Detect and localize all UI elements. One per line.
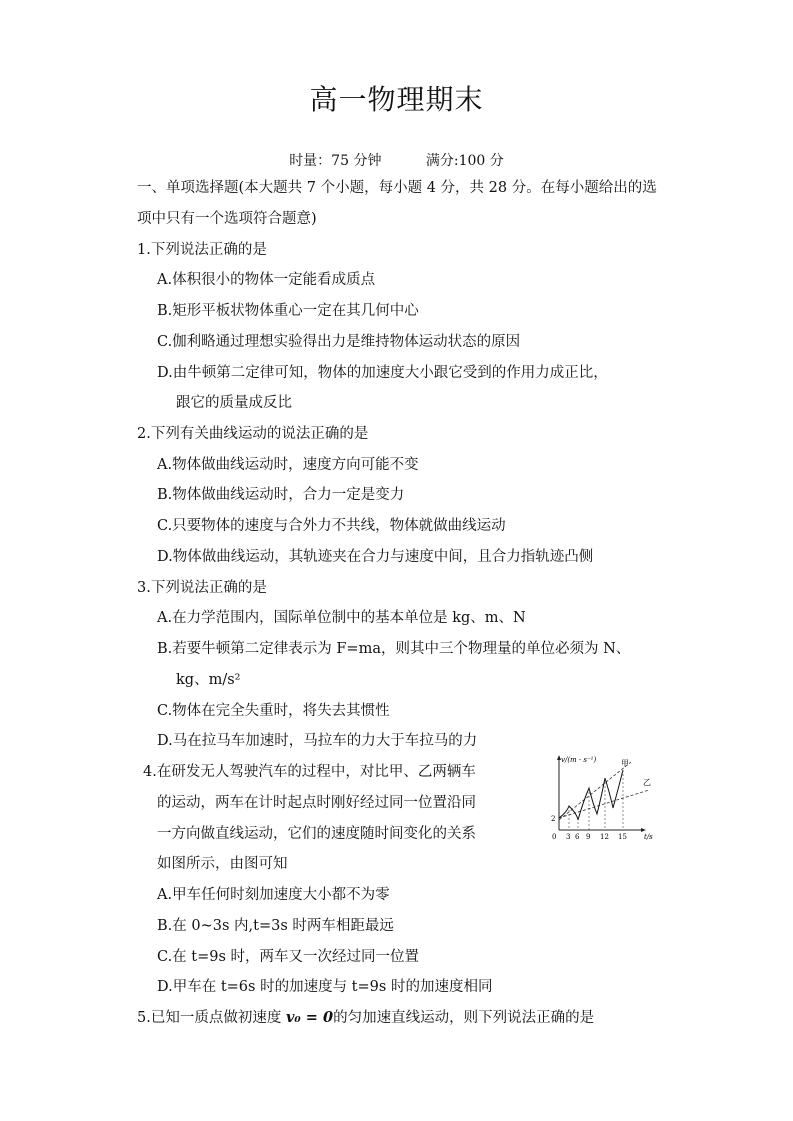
y-tick-2: 2 bbox=[551, 815, 556, 823]
question-1-stem: 1.下列说法正确的是 bbox=[137, 242, 267, 258]
question-2-option-b: B.物体做曲线运动时，合力一定是变力 bbox=[157, 487, 405, 503]
x-axis-arrow bbox=[641, 828, 646, 832]
x-tick-0: 0 bbox=[552, 833, 557, 841]
question-1-option-b: B.矩形平板状物体重心一定在其几何中心 bbox=[157, 303, 419, 319]
question-4-option-d: D.甲车在 t=6s 时的加速度与 t=9s 时的加速度相同 bbox=[157, 979, 493, 995]
question-2-option-c: C.只要物体的速度与合外力不共线，物体就做曲线运动 bbox=[157, 518, 506, 534]
section-header-line1: 一、单项选择题(本大题共 7 个小题，每小题 4 分，共 28 分。在每小题给出的选 bbox=[137, 180, 657, 196]
question-1-option-d-cont: 跟它的质量成反比 bbox=[176, 395, 292, 411]
question-1-option-c: C.伽利略通过理想实验得出力是维持物体运动状态的原因 bbox=[157, 334, 521, 350]
velocity-time-figure bbox=[545, 752, 675, 842]
x-tick-15: 15 bbox=[618, 833, 627, 841]
question-3-option-b: B.若要牛顿第二定律表示为 F=ma，则其中三个物理量的单位必须为 N、 bbox=[157, 641, 631, 657]
question-1-option-d: D.由牛顿第二定律可知，物体的加速度大小跟它受到的作用力成正比， bbox=[157, 365, 608, 381]
exam-score: 满分:100 分 bbox=[425, 153, 504, 169]
question-4-stem-line4: 如图所示，由图可知 bbox=[157, 856, 288, 872]
velocity-time-graph bbox=[545, 752, 675, 842]
question-5-stem-post: 的匀加速直线运动，则下列说法正确的是 bbox=[333, 1010, 595, 1026]
question-3-option-c: C.物体在完全失重时，将失去其惯性 bbox=[157, 703, 390, 719]
series-label-jia: 甲 bbox=[621, 759, 629, 768]
x-tick-6: 6 bbox=[575, 833, 580, 841]
question-3-stem: 3.下列说法正确的是 bbox=[137, 580, 267, 596]
question-5-stem-pre: 5.已知一质点做初速度 bbox=[137, 1010, 286, 1026]
y-axis-label: v/(m · s⁻¹) bbox=[561, 756, 597, 764]
question-2-stem: 2.下列有关曲线运动的说法正确的是 bbox=[137, 426, 369, 442]
question-4-option-c: C.在 t=9s 时，两车又一次经过同一位置 bbox=[157, 949, 420, 965]
question-4-stem-line2: 的运动，两车在计时起点时刚好经过同一位置沿同 bbox=[157, 795, 476, 811]
question-3-option-a: A.在力学范围内，国际单位制中的基本单位是 kg、m、N bbox=[157, 610, 526, 626]
x-tick-9: 9 bbox=[586, 833, 591, 841]
page-title: 高一物理期末 bbox=[309, 83, 484, 116]
question-4-option-a: A.甲车任何时刻加速度大小都不为零 bbox=[157, 887, 390, 903]
question-4-option-b: B.在 0~3s 内,t=3s 时两车相距最远 bbox=[157, 918, 394, 934]
x-tick-3: 3 bbox=[566, 833, 571, 841]
exam-time: 时量：75 分钟 bbox=[289, 153, 382, 169]
question-3-option-b-cont: kg、m/s² bbox=[176, 672, 241, 688]
exam-meta bbox=[0, 150, 793, 170]
x-tick-12: 12 bbox=[600, 833, 609, 841]
question-1-option-a: A.体积很小的物体一定能看成质点 bbox=[157, 272, 376, 288]
initial-velocity-formula: v₀ = 0 bbox=[285, 1009, 334, 1026]
question-2-option-a: A.物体做曲线运动时，速度方向可能不变 bbox=[157, 457, 419, 473]
x-axis-label: t/s bbox=[644, 833, 653, 841]
yi-line bbox=[559, 790, 649, 818]
question-4-stem-line3: 一方向做直线运动，它们的速度随时间变化的关系 bbox=[157, 826, 476, 842]
jia-envelope-line bbox=[559, 762, 631, 820]
section-header-line2: 项中只有一个选项符合题意) bbox=[137, 211, 317, 227]
question-5-stem bbox=[137, 1008, 594, 1028]
question-4-stem-line1: 4.在研发无人驾驶汽车的过程中，对比甲、乙两辆车 bbox=[143, 764, 476, 780]
question-3-option-d: D.马在拉马车加速时，马拉车的力大于车拉马的力 bbox=[157, 733, 478, 749]
question-2-option-d: D.物体做曲线运动，其轨迹夹在合力与速度中间，且合力指轨迹凸侧 bbox=[157, 549, 594, 565]
series-label-yi: 乙 bbox=[643, 778, 651, 787]
